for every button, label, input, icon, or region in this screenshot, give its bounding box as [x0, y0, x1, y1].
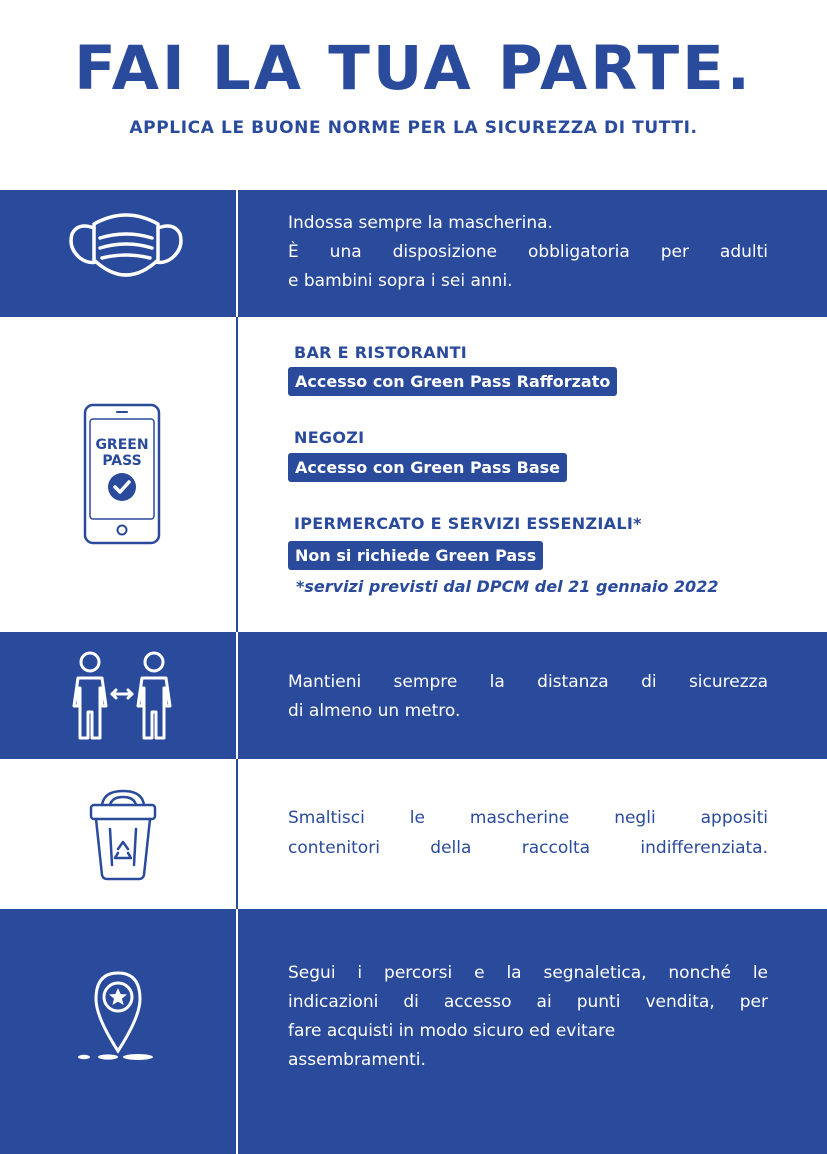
divider [236, 909, 238, 1154]
distance-row [0, 632, 827, 759]
page-title: FAI LA TUA PARTE. [74, 33, 753, 104]
location-pin-icon [76, 969, 160, 1069]
route-line-1: Segui i percorsi e la segnaletica, nonché le [288, 963, 768, 983]
green-pass-icon-text-1: GREEN [95, 437, 149, 453]
disposal-line-2: contenitori della raccolta indifferenziata. [288, 838, 768, 858]
footnote: *servizi previsti dal DPCM del 21 gennaio 2022 [296, 577, 719, 596]
section-label-bar: BAR E RISTORANTI [294, 343, 468, 362]
mask-line-1: Indossa sempre la mascherina. [288, 213, 553, 233]
divider [236, 317, 238, 632]
section-label-essential: IPERMERCATO E SERVIZI ESSENZIALI* [294, 514, 642, 533]
disposal-text [288, 803, 768, 863]
route-icon-cell [0, 909, 236, 1154]
pill-shops: Accesso con Green Pass Base [288, 453, 567, 482]
divider [236, 632, 238, 759]
social-distance-icon [70, 650, 174, 740]
route-text [288, 959, 768, 1075]
green-pass-icon-text-2: PASS [102, 453, 142, 469]
route-row [0, 909, 827, 1154]
distance-text [288, 668, 768, 726]
distance-line-1: Mantieni sempre la distanza di sicurezza [288, 672, 768, 692]
disposal-icon-cell [0, 759, 236, 909]
mask-line-2: È una disposizione obbligatoria per adulti [288, 242, 768, 262]
divider [236, 190, 238, 317]
disposal-line-1: Smaltisci le mascherine negli appositi [288, 808, 768, 828]
route-line-3: fare acquisti in modo sicuro ed evitare [288, 1021, 616, 1041]
face-mask-icon [66, 208, 186, 286]
mask-row [0, 190, 827, 317]
disposal-row [0, 759, 827, 909]
distance-line-2: di almeno un metro. [288, 701, 461, 721]
trash-bin-icon [88, 787, 158, 881]
smartphone-icon [83, 403, 161, 545]
green-pass-icon-cell [0, 317, 236, 632]
pill-essential: Non si richiede Green Pass [288, 541, 543, 570]
mask-text [288, 209, 768, 296]
section-label-shops: NEGOZI [294, 428, 365, 447]
pill-bar: Accesso con Green Pass Rafforzato [288, 367, 617, 396]
route-line-4: assembramenti. [288, 1050, 426, 1070]
mask-line-3: e bambini sopra i sei anni. [288, 271, 513, 291]
mask-icon-cell [0, 190, 236, 317]
route-line-2: indicazioni di accesso ai punti vendita, per [288, 992, 768, 1012]
header [0, 0, 827, 190]
green-pass-row [0, 317, 827, 632]
distance-icon-cell [0, 632, 236, 759]
page-subtitle: APPLICA LE BUONE NORME PER LA SICUREZZA DI TUTTI. [129, 118, 698, 138]
divider [236, 759, 238, 909]
